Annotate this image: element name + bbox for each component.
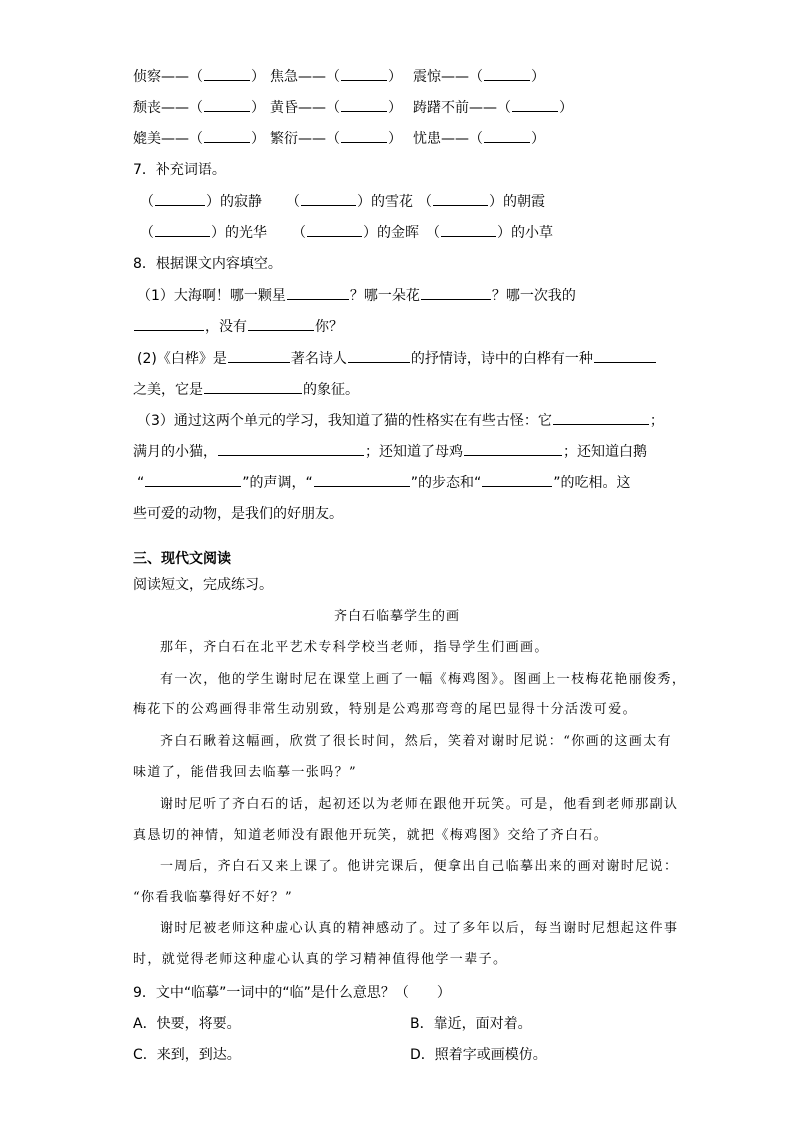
story-line: 时，就觉得老师这种虚心认真的学习精神值得他学一辈子。 (133, 952, 508, 967)
fill-item: （ ）的雪花 (286, 191, 413, 212)
story-line: 一周后，齐白石又来上课了。他讲完课后，便拿出自己临摹出来的画对谢时尼说： (160, 859, 679, 874)
answer-blank[interactable] (421, 285, 491, 300)
section-3-title: 三、现代文阅读 (133, 551, 231, 567)
fill-item: （ ）的朝霞 (418, 191, 545, 212)
answer-blank[interactable] (134, 316, 204, 331)
word-item: 忧患——（ ） (413, 128, 545, 149)
answer-blank[interactable] (348, 348, 410, 363)
story-line: 谢时尼听了齐白石的话，起初还以为老师在跟他开玩笑。可是，他看到老师那副认 (160, 797, 679, 812)
story-line: 梅花下的公鸡画得非常生动别致，特别是公鸡那弯弯的尾巴显得十分活泼可爱。 (133, 702, 638, 717)
story-line: 真恳切的神情，知道老师没有跟他开玩笑，就把《梅鸡图》交给了齐白石。 (133, 828, 609, 843)
word-item: 侦察——（ ） (133, 66, 265, 87)
answer-blank[interactable] (248, 316, 314, 331)
story-line: 齐白石瞅着这幅画，欣赏了很长时间，然后，笑着对谢时尼说：“你画的这画太有 (160, 734, 673, 749)
answer-blank[interactable] (155, 191, 205, 206)
answer-blank[interactable] (341, 128, 387, 143)
answer-blank[interactable] (145, 472, 241, 487)
q8-part1-line1: （1）大海啊！哪一颗星 ？哪一朵花 ？哪一次我的 (137, 285, 576, 306)
answer-blank[interactable] (307, 222, 362, 237)
question-7-title: 7．补充词语。 (133, 162, 226, 178)
answer-blank[interactable] (204, 379, 302, 394)
story-line: 味道了，能借我回去临摹一张吗？” (133, 765, 358, 780)
answer-blank[interactable] (464, 441, 562, 456)
answer-blank[interactable] (155, 222, 210, 237)
answer-blank[interactable] (553, 410, 649, 425)
answer-blank[interactable] (204, 128, 250, 143)
answer-blank[interactable] (484, 66, 530, 81)
option-d[interactable]: D．照着字或画模仿。 (410, 1047, 547, 1063)
story-line: 有一次，他的学生谢时尼在课堂上画了一幅《梅鸡图》。图画上一枝梅花艳丽俊秀， (160, 672, 687, 687)
fill-item: （ ）的光华 (140, 222, 267, 243)
option-c[interactable]: C．来到，到达。 (133, 1047, 241, 1063)
q8-part2-line1: (2)《白桦》是 著名诗人 的抒情诗，诗中的白桦有一种 (137, 348, 657, 369)
q8-part3-line3: “ ”的声调，“ ”的步态和“ ”的吃相。这 (137, 472, 631, 493)
word-item: 颓丧——（ ） (133, 97, 265, 118)
word-item: 震惊——（ ） (413, 66, 545, 87)
word-item: 踌躇不前——（ ） (413, 97, 573, 118)
answer-blank[interactable] (228, 348, 290, 363)
question-9-title: 9．文中“临摹”一词中的“临”是什么意思？（ ） (133, 985, 451, 1001)
answer-blank[interactable] (512, 97, 558, 112)
word-item: 焦急——（ ） (270, 66, 402, 87)
answer-blank[interactable] (204, 97, 250, 112)
answer-blank[interactable] (594, 348, 656, 363)
answer-blank[interactable] (484, 128, 530, 143)
q8-part3-line1: （3）通过这两个单元的学习，我知道了猫的性格实在有些古怪：它 ； (137, 410, 664, 431)
answer-blank[interactable] (433, 191, 488, 206)
answer-blank[interactable] (441, 222, 496, 237)
word-item: 黄昏——（ ） (270, 97, 402, 118)
word-item: 繁衍——（ ） (270, 128, 402, 149)
q8-part1-line2: ，没有 你？ (133, 316, 343, 337)
answer-blank[interactable] (341, 66, 387, 81)
q8-part3-line2: 满月的小猫， ；还知道了母鸡 ；还知道白鹅 (133, 441, 647, 462)
q8-part3-line4: 些可爱的动物，是我们的好朋友。 (133, 506, 343, 522)
q8-part2-line2: 之美，它是 的象征。 (133, 379, 359, 400)
story-line: 谢时尼被老师这种虚心认真的精神感动了。过了多年以后，每当谢时尼想起这件事 (160, 921, 679, 936)
story-line: “你看我临摹得好不好？” (133, 890, 294, 905)
answer-blank[interactable] (341, 97, 387, 112)
word-item: 媲美——（ ） (133, 128, 265, 149)
answer-blank[interactable] (204, 66, 250, 81)
option-b[interactable]: B．靠近，面对着。 (410, 1016, 532, 1032)
reading-instruction: 阅读短文，完成练习。 (133, 577, 273, 593)
answer-blank[interactable] (287, 285, 349, 300)
story-title: 齐白石临摹学生的画 (333, 609, 460, 624)
fill-item: （ ）的寂静 (140, 191, 262, 212)
answer-blank[interactable] (218, 441, 364, 456)
option-a[interactable]: A．快要，将要。 (133, 1016, 241, 1032)
answer-blank[interactable] (482, 472, 552, 487)
fill-item: （ ）的小草 (426, 222, 553, 243)
answer-blank[interactable] (301, 191, 356, 206)
fill-item: （ ）的金晖 (292, 222, 419, 243)
story-line: 那年，齐白石在北平艺术专科学校当老师，指导学生们画画。 (160, 640, 549, 655)
answer-blank[interactable] (314, 472, 410, 487)
question-8-title: 8．根据课文内容填空。 (133, 256, 282, 272)
